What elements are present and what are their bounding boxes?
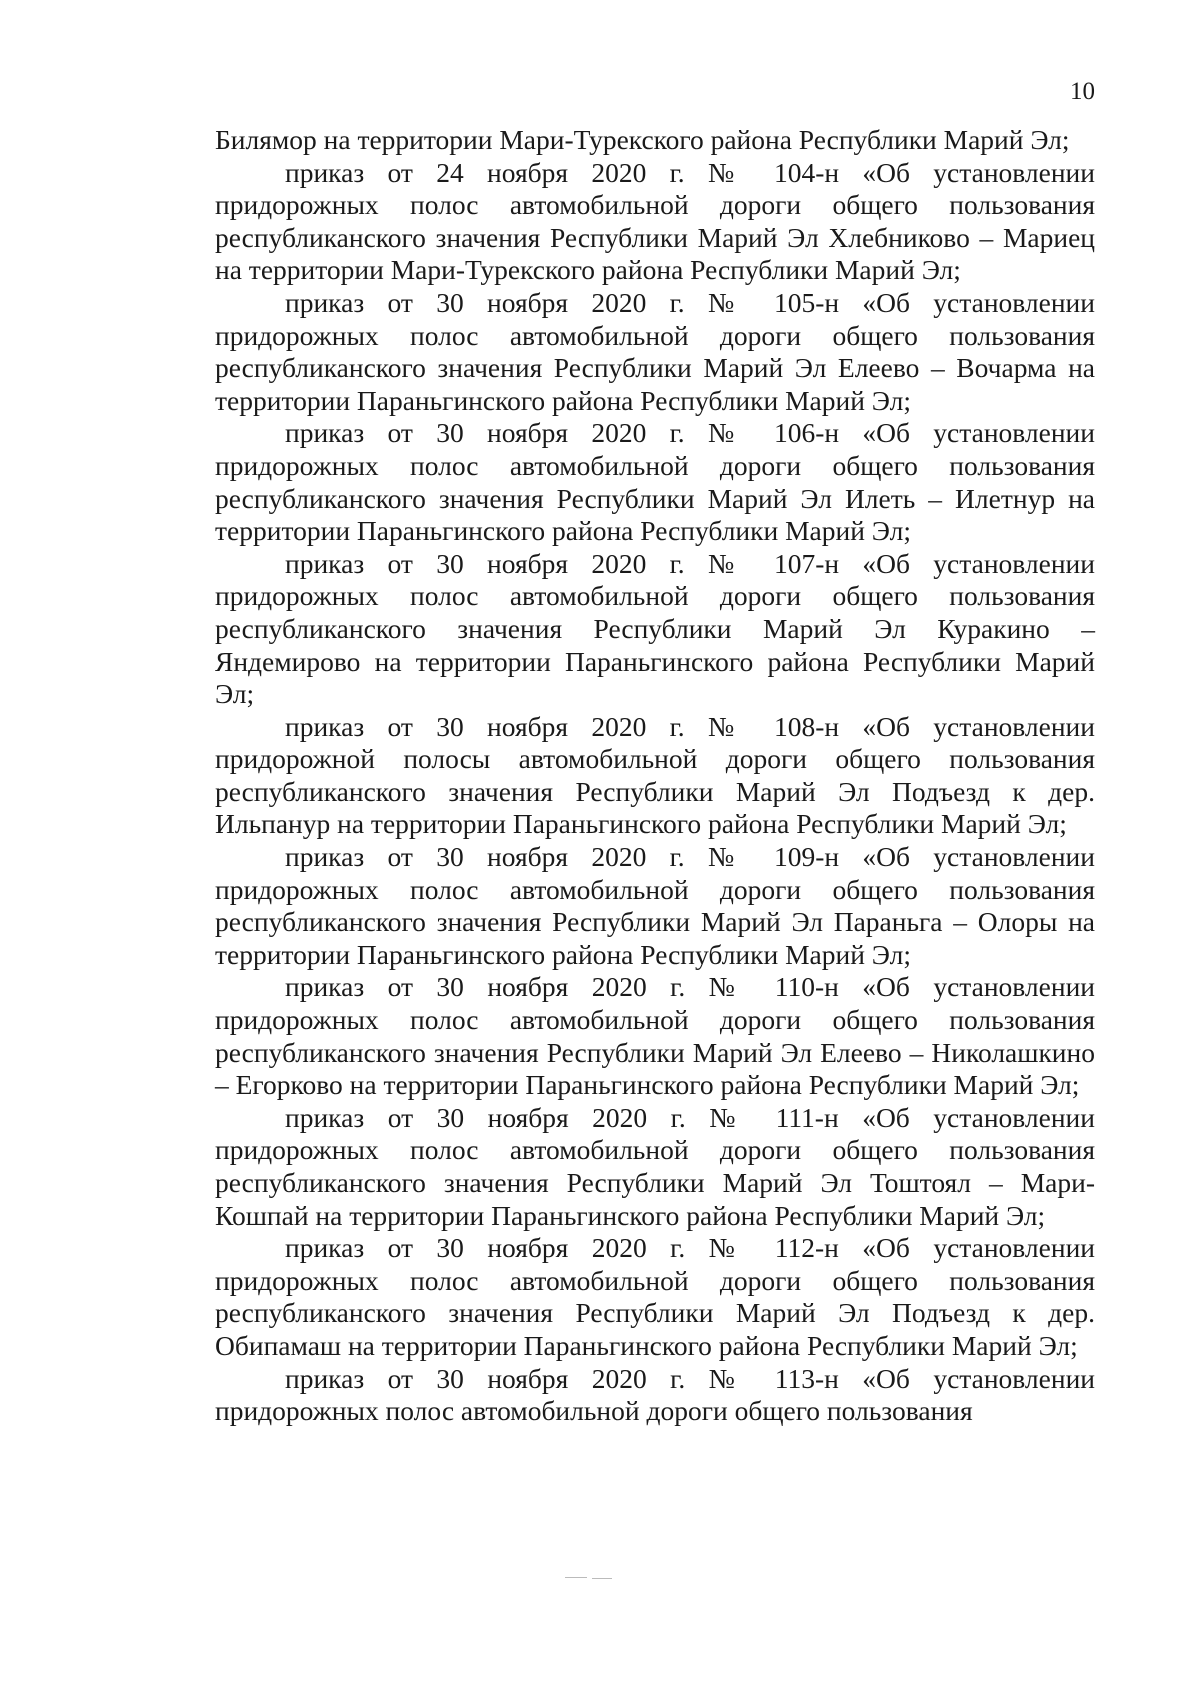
page-number: 10 (1070, 78, 1095, 105)
paragraph-order-107: приказ от 30 ноября 2020 г. № 107-н «Об установлении придорожных полос автомобильной дороги общего пользования республиканского значения Республики Марий Эл Куракино – Яндемирово на территории Параньгинского района Республики Марий Эл; (215, 547, 1095, 710)
document-body (215, 124, 1095, 1428)
scan-mark (592, 1578, 612, 1579)
scan-mark (565, 1577, 587, 1578)
paragraph-order-105: приказ от 30 ноября 2020 г. № 105-н «Об установлении придорожных полос автомобильной дороги общего пользования республиканского значения Республики Марий Эл Елеево – Вочарма на территории Параньгинского района Республики Марий Эл; (215, 286, 1095, 416)
paragraph-order-104: приказ от 24 ноября 2020 г. № 104-н «Об установлении придорожных полос автомобильной дороги общего пользования республиканского значения Республики Марий Эл Хлебниково – Мариец на территории Мари-Турекского района Республики Марий Эл; (215, 156, 1095, 286)
paragraph-order-112: приказ от 30 ноября 2020 г. № 112-н «Об установлении придорожных полос автомобильной дороги общего пользования республиканского значения Республики Марий Эл Подъезд к дер. Обипамаш на территории Параньгинского района Республики Марий Эл; (215, 1232, 1095, 1361)
paragraph-order-106: приказ от 30 ноября 2020 г. № 106-н «Об установлении придорожных полос автомобильной дороги общего пользования республиканского значения Республики Марий Эл Илеть – Илетнур на территории Параньгинского района Республики Марий Эл; (215, 417, 1095, 547)
paragraph-order-111: приказ от 30 ноября 2020 г. № 111-н «Об установлении придорожных полос автомобильной дороги общего пользования республиканского значения Республики Марий Эл Тоштоял – Мари-Кошпай на территории Параньгинского района Республики Марий Эл; (215, 1101, 1095, 1231)
paragraph-order-108: приказ от 30 ноября 2020 г. № 108-н «Об установлении придорожной полосы автомобильной дороги общего пользования республиканского значения Республики Марий Эл Подъезд к дер. Ильпанур на территории Параньгинского района Республики Марий Эл; (215, 710, 1095, 840)
paragraph-order-113: приказ от 30 ноября 2020 г. № 113-н «Об установлении придорожных полос автомобильной дороги общего пользования (215, 1362, 1095, 1427)
paragraph-order-109: приказ от 30 ноября 2020 г. № 109-н «Об установлении придорожных полос автомобильной дороги общего пользования республиканского значения Республики Марий Эл Параньга – Олоры на территории Параньгинского района Республики Марий Эл; (215, 841, 1095, 970)
paragraph-continuation: Билямор на территории Мари-Турекского района Республики Марий Эл; (215, 124, 1070, 155)
paragraph-order-110: приказ от 30 ноября 2020 г. № 110-н «Об установлении придорожных полос автомобильной дороги общего пользования республиканского значения Республики Марий Эл Елеево – Николашкино – Егорково на территории Параньгинского района Республики Марий Эл; (215, 971, 1095, 1101)
